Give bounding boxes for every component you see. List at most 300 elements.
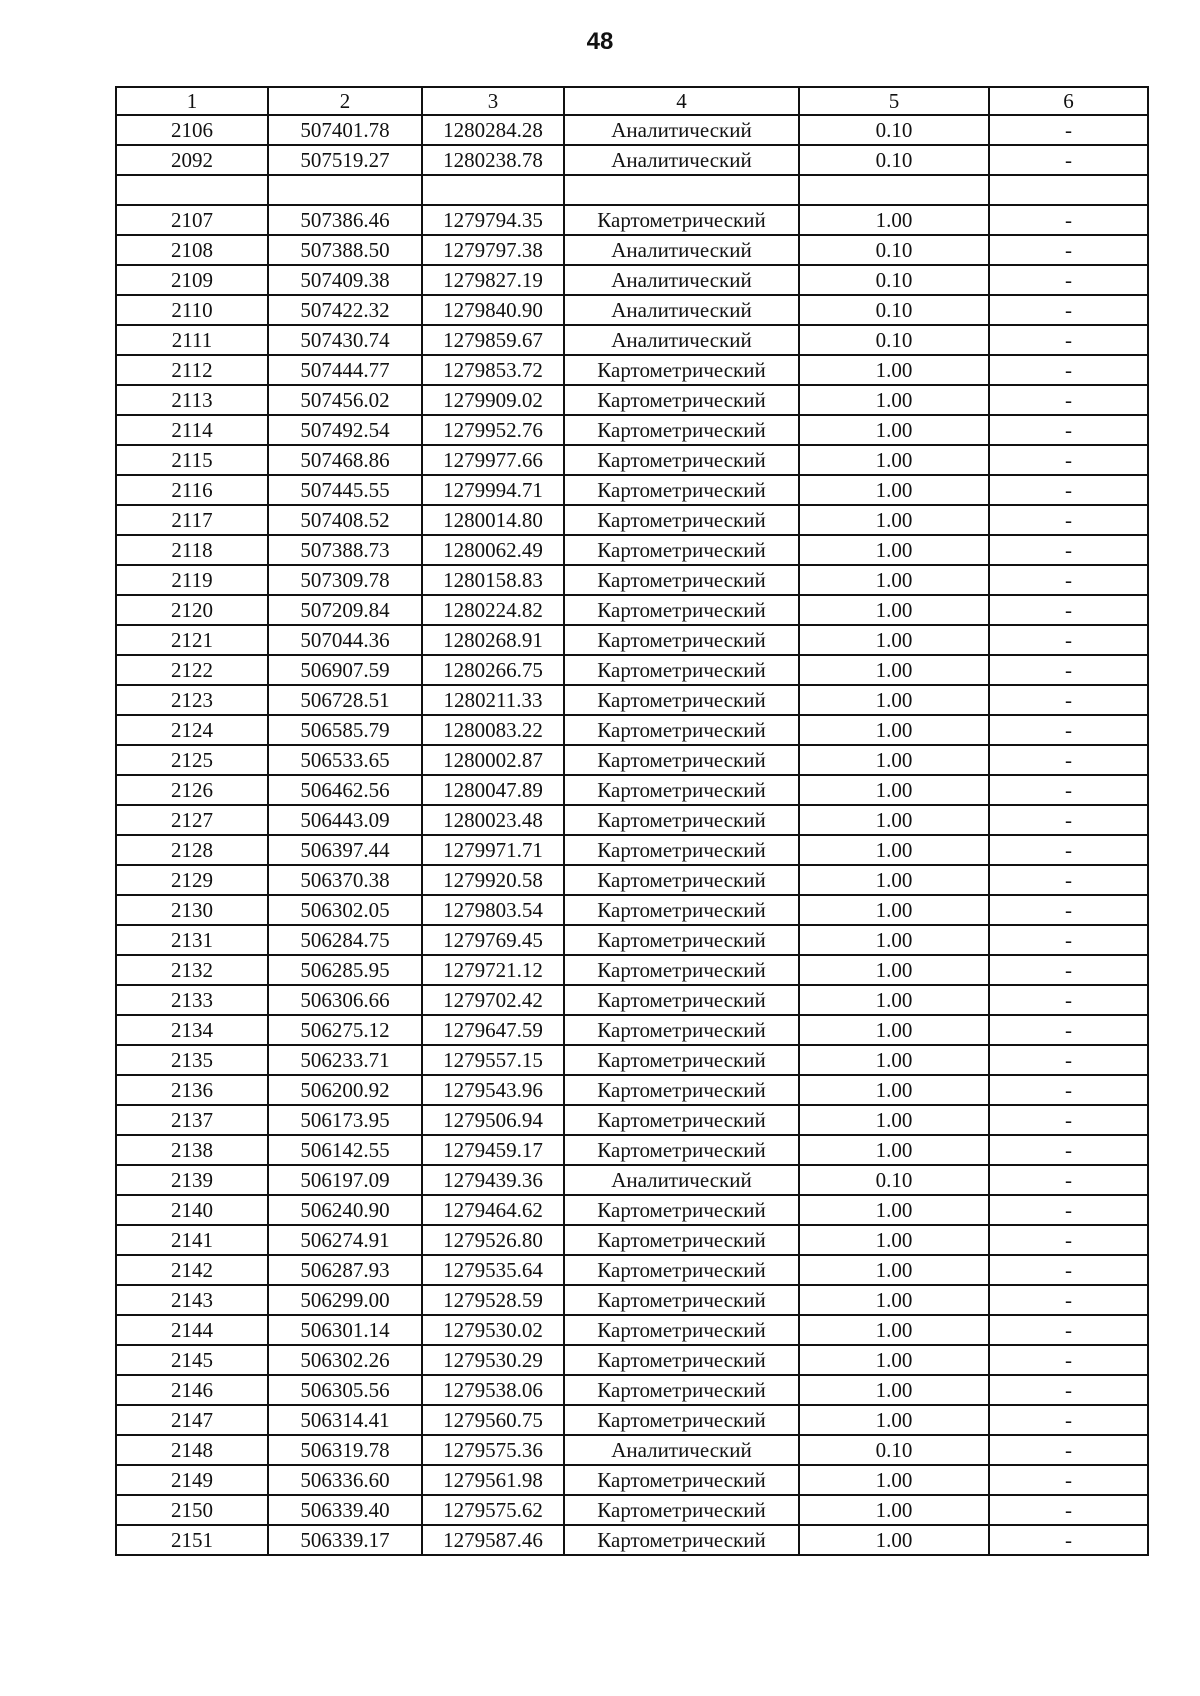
point-number-cell: 2143 [116, 1285, 268, 1315]
x-coordinate-cell: 506462.56 [268, 775, 422, 805]
note-cell: - [989, 1015, 1148, 1045]
point-number-cell: 2107 [116, 205, 268, 235]
y-coordinate-cell: 1279530.02 [422, 1315, 564, 1345]
x-coordinate-cell: 507445.55 [268, 475, 422, 505]
method-cell: Аналитический [564, 295, 799, 325]
y-coordinate-cell [422, 175, 564, 205]
note-cell [989, 175, 1148, 205]
point-number-cell: 2116 [116, 475, 268, 505]
y-coordinate-cell: 1279971.71 [422, 835, 564, 865]
column-header-6: 6 [989, 87, 1148, 115]
column-header-5: 5 [799, 87, 989, 115]
method-cell: Картометрический [564, 985, 799, 1015]
note-cell: - [989, 1105, 1148, 1135]
point-number-cell: 2150 [116, 1495, 268, 1525]
y-coordinate-cell: 1279535.64 [422, 1255, 564, 1285]
table-row [116, 1285, 1148, 1315]
y-coordinate-cell: 1279439.36 [422, 1165, 564, 1195]
method-cell: Картометрический [564, 1255, 799, 1285]
x-coordinate-cell: 507519.27 [268, 145, 422, 175]
accuracy-cell: 1.00 [799, 355, 989, 385]
table-body [116, 115, 1148, 1555]
method-cell: Картометрический [564, 625, 799, 655]
y-coordinate-cell: 1280268.91 [422, 625, 564, 655]
method-cell: Картометрический [564, 1015, 799, 1045]
method-cell: Картометрический [564, 745, 799, 775]
note-cell: - [989, 1375, 1148, 1405]
table-row [116, 1075, 1148, 1105]
table-row [116, 175, 1148, 205]
table-row [116, 955, 1148, 985]
x-coordinate-cell: 506319.78 [268, 1435, 422, 1465]
note-cell: - [989, 235, 1148, 265]
y-coordinate-cell: 1280158.83 [422, 565, 564, 595]
note-cell: - [989, 1075, 1148, 1105]
table-row [116, 625, 1148, 655]
method-cell: Картометрический [564, 355, 799, 385]
point-number-cell: 2123 [116, 685, 268, 715]
method-cell: Картометрический [564, 205, 799, 235]
table-row [116, 535, 1148, 565]
x-coordinate-cell: 507388.73 [268, 535, 422, 565]
table-row [116, 865, 1148, 895]
method-cell: Картометрический [564, 1465, 799, 1495]
accuracy-cell [799, 175, 989, 205]
note-cell: - [989, 715, 1148, 745]
note-cell: - [989, 1165, 1148, 1195]
note-cell: - [989, 985, 1148, 1015]
x-coordinate-cell: 507401.78 [268, 115, 422, 145]
accuracy-cell: 1.00 [799, 985, 989, 1015]
method-cell: Аналитический [564, 265, 799, 295]
x-coordinate-cell: 506306.66 [268, 985, 422, 1015]
method-cell: Картометрический [564, 505, 799, 535]
x-coordinate-cell: 506443.09 [268, 805, 422, 835]
method-cell: Картометрический [564, 1045, 799, 1075]
column-header-4: 4 [564, 87, 799, 115]
x-coordinate-cell: 507422.32 [268, 295, 422, 325]
table-row [116, 1225, 1148, 1255]
table-row [116, 265, 1148, 295]
accuracy-cell: 1.00 [799, 1105, 989, 1135]
method-cell: Аналитический [564, 145, 799, 175]
note-cell: - [989, 625, 1148, 655]
point-number-cell: 2135 [116, 1045, 268, 1075]
method-cell: Картометрический [564, 1195, 799, 1225]
y-coordinate-cell: 1279506.94 [422, 1105, 564, 1135]
method-cell: Картометрический [564, 1495, 799, 1525]
method-cell: Картометрический [564, 1285, 799, 1315]
point-number-cell: 2121 [116, 625, 268, 655]
table-row [116, 715, 1148, 745]
accuracy-cell: 1.00 [799, 955, 989, 985]
y-coordinate-cell: 1279575.36 [422, 1435, 564, 1465]
point-number-cell [116, 175, 268, 205]
point-number-cell: 2149 [116, 1465, 268, 1495]
note-cell: - [989, 1225, 1148, 1255]
table-row [116, 1015, 1148, 1045]
accuracy-cell: 1.00 [799, 475, 989, 505]
y-coordinate-cell: 1279797.38 [422, 235, 564, 265]
accuracy-cell: 1.00 [799, 445, 989, 475]
method-cell: Аналитический [564, 1165, 799, 1195]
accuracy-cell: 1.00 [799, 625, 989, 655]
x-coordinate-cell: 506197.09 [268, 1165, 422, 1195]
point-number-cell: 2139 [116, 1165, 268, 1195]
coordinates-table [115, 86, 1149, 1556]
table-row [116, 235, 1148, 265]
point-number-cell: 2151 [116, 1525, 268, 1555]
y-coordinate-cell: 1279920.58 [422, 865, 564, 895]
table-row [116, 1315, 1148, 1345]
x-coordinate-cell: 506302.26 [268, 1345, 422, 1375]
note-cell: - [989, 1195, 1148, 1225]
note-cell: - [989, 1495, 1148, 1525]
accuracy-cell: 0.10 [799, 235, 989, 265]
x-coordinate-cell: 507044.36 [268, 625, 422, 655]
point-number-cell: 2106 [116, 115, 268, 145]
note-cell: - [989, 115, 1148, 145]
table-row [116, 1165, 1148, 1195]
note-cell: - [989, 895, 1148, 925]
table-row [116, 505, 1148, 535]
point-number-cell: 2109 [116, 265, 268, 295]
note-cell: - [989, 1255, 1148, 1285]
note-cell: - [989, 1405, 1148, 1435]
x-coordinate-cell: 507408.52 [268, 505, 422, 535]
note-cell: - [989, 835, 1148, 865]
y-coordinate-cell: 1279543.96 [422, 1075, 564, 1105]
y-coordinate-cell: 1279528.59 [422, 1285, 564, 1315]
note-cell: - [989, 865, 1148, 895]
table-row [116, 355, 1148, 385]
method-cell: Картометрический [564, 385, 799, 415]
accuracy-cell: 1.00 [799, 805, 989, 835]
y-coordinate-cell: 1279840.90 [422, 295, 564, 325]
point-number-cell: 2127 [116, 805, 268, 835]
accuracy-cell: 1.00 [799, 1135, 989, 1165]
method-cell: Картометрический [564, 1375, 799, 1405]
point-number-cell: 2114 [116, 415, 268, 445]
point-number-cell: 2122 [116, 655, 268, 685]
point-number-cell: 2148 [116, 1435, 268, 1465]
point-number-cell: 2141 [116, 1225, 268, 1255]
x-coordinate-cell: 507409.38 [268, 265, 422, 295]
table-row [116, 145, 1148, 175]
x-coordinate-cell: 507388.50 [268, 235, 422, 265]
point-number-cell: 2132 [116, 955, 268, 985]
y-coordinate-cell: 1280023.48 [422, 805, 564, 835]
x-coordinate-cell: 506907.59 [268, 655, 422, 685]
table-row [116, 1345, 1148, 1375]
point-number-cell: 2115 [116, 445, 268, 475]
note-cell: - [989, 745, 1148, 775]
x-coordinate-cell: 506302.05 [268, 895, 422, 925]
note-cell: - [989, 535, 1148, 565]
x-coordinate-cell: 506728.51 [268, 685, 422, 715]
method-cell: Картометрический [564, 895, 799, 925]
note-cell: - [989, 595, 1148, 625]
note-cell: - [989, 415, 1148, 445]
y-coordinate-cell: 1280062.49 [422, 535, 564, 565]
page-number: 48 [586, 28, 614, 55]
method-cell: Картометрический [564, 715, 799, 745]
table-row [116, 835, 1148, 865]
y-coordinate-cell: 1279909.02 [422, 385, 564, 415]
note-cell: - [989, 1345, 1148, 1375]
table-row [116, 985, 1148, 1015]
note-cell: - [989, 805, 1148, 835]
y-coordinate-cell: 1280238.78 [422, 145, 564, 175]
method-cell: Картометрический [564, 415, 799, 445]
point-number-cell: 2136 [116, 1075, 268, 1105]
x-coordinate-cell: 506299.00 [268, 1285, 422, 1315]
x-coordinate-cell: 506287.93 [268, 1255, 422, 1285]
method-cell: Аналитический [564, 115, 799, 145]
x-coordinate-cell [268, 175, 422, 205]
table-row [116, 1525, 1148, 1555]
header-row [116, 87, 1148, 115]
x-coordinate-cell: 506533.65 [268, 745, 422, 775]
accuracy-cell: 1.00 [799, 1195, 989, 1225]
note-cell: - [989, 385, 1148, 415]
table-row [116, 1255, 1148, 1285]
x-coordinate-cell: 507444.77 [268, 355, 422, 385]
x-coordinate-cell: 506336.60 [268, 1465, 422, 1495]
y-coordinate-cell: 1279459.17 [422, 1135, 564, 1165]
x-coordinate-cell: 506370.38 [268, 865, 422, 895]
point-number-cell: 2134 [116, 1015, 268, 1045]
y-coordinate-cell: 1279561.98 [422, 1465, 564, 1495]
point-number-cell: 2146 [116, 1375, 268, 1405]
accuracy-cell: 0.10 [799, 115, 989, 145]
y-coordinate-cell: 1279575.62 [422, 1495, 564, 1525]
table-row [116, 925, 1148, 955]
table-header [116, 87, 1148, 115]
accuracy-cell: 1.00 [799, 205, 989, 235]
y-coordinate-cell: 1280284.28 [422, 115, 564, 145]
note-cell: - [989, 1315, 1148, 1345]
method-cell: Картометрический [564, 1135, 799, 1165]
table-row [116, 1465, 1148, 1495]
y-coordinate-cell: 1279702.42 [422, 985, 564, 1015]
point-number-cell: 2128 [116, 835, 268, 865]
accuracy-cell: 1.00 [799, 1075, 989, 1105]
method-cell: Картометрический [564, 1075, 799, 1105]
note-cell: - [989, 205, 1148, 235]
method-cell: Картометрический [564, 535, 799, 565]
table-row [116, 1105, 1148, 1135]
y-coordinate-cell: 1280083.22 [422, 715, 564, 745]
table-row [116, 745, 1148, 775]
table-row [116, 205, 1148, 235]
note-cell: - [989, 925, 1148, 955]
point-number-cell: 2108 [116, 235, 268, 265]
accuracy-cell: 1.00 [799, 835, 989, 865]
accuracy-cell: 0.10 [799, 1435, 989, 1465]
method-cell: Картометрический [564, 1225, 799, 1255]
y-coordinate-cell: 1279977.66 [422, 445, 564, 475]
method-cell: Аналитический [564, 235, 799, 265]
accuracy-cell: 0.10 [799, 145, 989, 175]
x-coordinate-cell: 507386.46 [268, 205, 422, 235]
note-cell: - [989, 1045, 1148, 1075]
table-row [116, 325, 1148, 355]
method-cell: Картометрический [564, 925, 799, 955]
y-coordinate-cell: 1280224.82 [422, 595, 564, 625]
accuracy-cell: 0.10 [799, 325, 989, 355]
table-row [116, 445, 1148, 475]
point-number-cell: 2133 [116, 985, 268, 1015]
method-cell: Картометрический [564, 955, 799, 985]
note-cell: - [989, 265, 1148, 295]
x-coordinate-cell: 506397.44 [268, 835, 422, 865]
accuracy-cell: 1.00 [799, 1525, 989, 1555]
table-row [116, 655, 1148, 685]
x-coordinate-cell: 507456.02 [268, 385, 422, 415]
y-coordinate-cell: 1279526.80 [422, 1225, 564, 1255]
accuracy-cell: 1.00 [799, 595, 989, 625]
table-row [116, 385, 1148, 415]
note-cell: - [989, 445, 1148, 475]
point-number-cell: 2144 [116, 1315, 268, 1345]
y-coordinate-cell: 1280002.87 [422, 745, 564, 775]
table-row [116, 115, 1148, 145]
method-cell: Картометрический [564, 565, 799, 595]
method-cell: Аналитический [564, 325, 799, 355]
y-coordinate-cell: 1279647.59 [422, 1015, 564, 1045]
x-coordinate-cell: 506142.55 [268, 1135, 422, 1165]
accuracy-cell: 1.00 [799, 685, 989, 715]
accuracy-cell: 1.00 [799, 1225, 989, 1255]
x-coordinate-cell: 506339.17 [268, 1525, 422, 1555]
method-cell: Картометрический [564, 1315, 799, 1345]
note-cell: - [989, 1135, 1148, 1165]
y-coordinate-cell: 1279827.19 [422, 265, 564, 295]
point-number-cell: 2120 [116, 595, 268, 625]
method-cell: Картометрический [564, 595, 799, 625]
table-row [116, 1495, 1148, 1525]
y-coordinate-cell: 1279530.29 [422, 1345, 564, 1375]
x-coordinate-cell: 506314.41 [268, 1405, 422, 1435]
accuracy-cell: 1.00 [799, 1465, 989, 1495]
table-row [116, 1435, 1148, 1465]
y-coordinate-cell: 1280047.89 [422, 775, 564, 805]
accuracy-cell: 1.00 [799, 565, 989, 595]
accuracy-cell: 1.00 [799, 745, 989, 775]
y-coordinate-cell: 1279587.46 [422, 1525, 564, 1555]
accuracy-cell: 0.10 [799, 295, 989, 325]
method-cell: Картометрический [564, 865, 799, 895]
accuracy-cell: 1.00 [799, 655, 989, 685]
method-cell: Картометрический [564, 1525, 799, 1555]
point-number-cell: 2137 [116, 1105, 268, 1135]
table-row [116, 1135, 1148, 1165]
point-number-cell: 2111 [116, 325, 268, 355]
point-number-cell: 2140 [116, 1195, 268, 1225]
accuracy-cell: 1.00 [799, 865, 989, 895]
y-coordinate-cell: 1279769.45 [422, 925, 564, 955]
point-number-cell: 2112 [116, 355, 268, 385]
x-coordinate-cell: 507309.78 [268, 565, 422, 595]
x-coordinate-cell: 507209.84 [268, 595, 422, 625]
note-cell: - [989, 1465, 1148, 1495]
x-coordinate-cell: 506284.75 [268, 925, 422, 955]
point-number-cell: 2145 [116, 1345, 268, 1375]
accuracy-cell: 1.00 [799, 1345, 989, 1375]
x-coordinate-cell: 506285.95 [268, 955, 422, 985]
y-coordinate-cell: 1279464.62 [422, 1195, 564, 1225]
y-coordinate-cell: 1279859.67 [422, 325, 564, 355]
note-cell: - [989, 295, 1148, 325]
x-coordinate-cell: 507430.74 [268, 325, 422, 355]
table-row [116, 1045, 1148, 1075]
table-row [116, 595, 1148, 625]
accuracy-cell: 1.00 [799, 775, 989, 805]
y-coordinate-cell: 1279994.71 [422, 475, 564, 505]
table-row [116, 895, 1148, 925]
note-cell: - [989, 505, 1148, 535]
method-cell: Картометрический [564, 655, 799, 685]
note-cell: - [989, 145, 1148, 175]
point-number-cell: 2126 [116, 775, 268, 805]
note-cell: - [989, 775, 1148, 805]
point-number-cell: 2113 [116, 385, 268, 415]
point-number-cell: 2130 [116, 895, 268, 925]
y-coordinate-cell: 1279560.75 [422, 1405, 564, 1435]
column-header-2: 2 [268, 87, 422, 115]
x-coordinate-cell: 506173.95 [268, 1105, 422, 1135]
point-number-cell: 2119 [116, 565, 268, 595]
accuracy-cell: 1.00 [799, 415, 989, 445]
table-row [116, 475, 1148, 505]
method-cell: Картометрический [564, 1405, 799, 1435]
x-coordinate-cell: 506240.90 [268, 1195, 422, 1225]
method-cell: Картометрический [564, 475, 799, 505]
table-row [116, 1195, 1148, 1225]
table-row [116, 565, 1148, 595]
x-coordinate-cell: 506200.92 [268, 1075, 422, 1105]
note-cell: - [989, 355, 1148, 385]
x-coordinate-cell: 506339.40 [268, 1495, 422, 1525]
table-row [116, 1375, 1148, 1405]
point-number-cell: 2129 [116, 865, 268, 895]
y-coordinate-cell: 1279794.35 [422, 205, 564, 235]
y-coordinate-cell: 1280266.75 [422, 655, 564, 685]
method-cell: Аналитический [564, 1435, 799, 1465]
accuracy-cell: 1.00 [799, 1285, 989, 1315]
point-number-cell: 2147 [116, 1405, 268, 1435]
y-coordinate-cell: 1279538.06 [422, 1375, 564, 1405]
note-cell: - [989, 1525, 1148, 1555]
point-number-cell: 2117 [116, 505, 268, 535]
point-number-cell: 2118 [116, 535, 268, 565]
accuracy-cell: 0.10 [799, 265, 989, 295]
accuracy-cell: 1.00 [799, 895, 989, 925]
y-coordinate-cell: 1280014.80 [422, 505, 564, 535]
accuracy-cell: 1.00 [799, 715, 989, 745]
accuracy-cell: 1.00 [799, 1405, 989, 1435]
note-cell: - [989, 475, 1148, 505]
accuracy-cell: 1.00 [799, 1255, 989, 1285]
x-coordinate-cell: 506274.91 [268, 1225, 422, 1255]
note-cell: - [989, 325, 1148, 355]
method-cell: Картометрический [564, 805, 799, 835]
x-coordinate-cell: 506585.79 [268, 715, 422, 745]
x-coordinate-cell: 506305.56 [268, 1375, 422, 1405]
point-number-cell: 2131 [116, 925, 268, 955]
table-row [116, 685, 1148, 715]
